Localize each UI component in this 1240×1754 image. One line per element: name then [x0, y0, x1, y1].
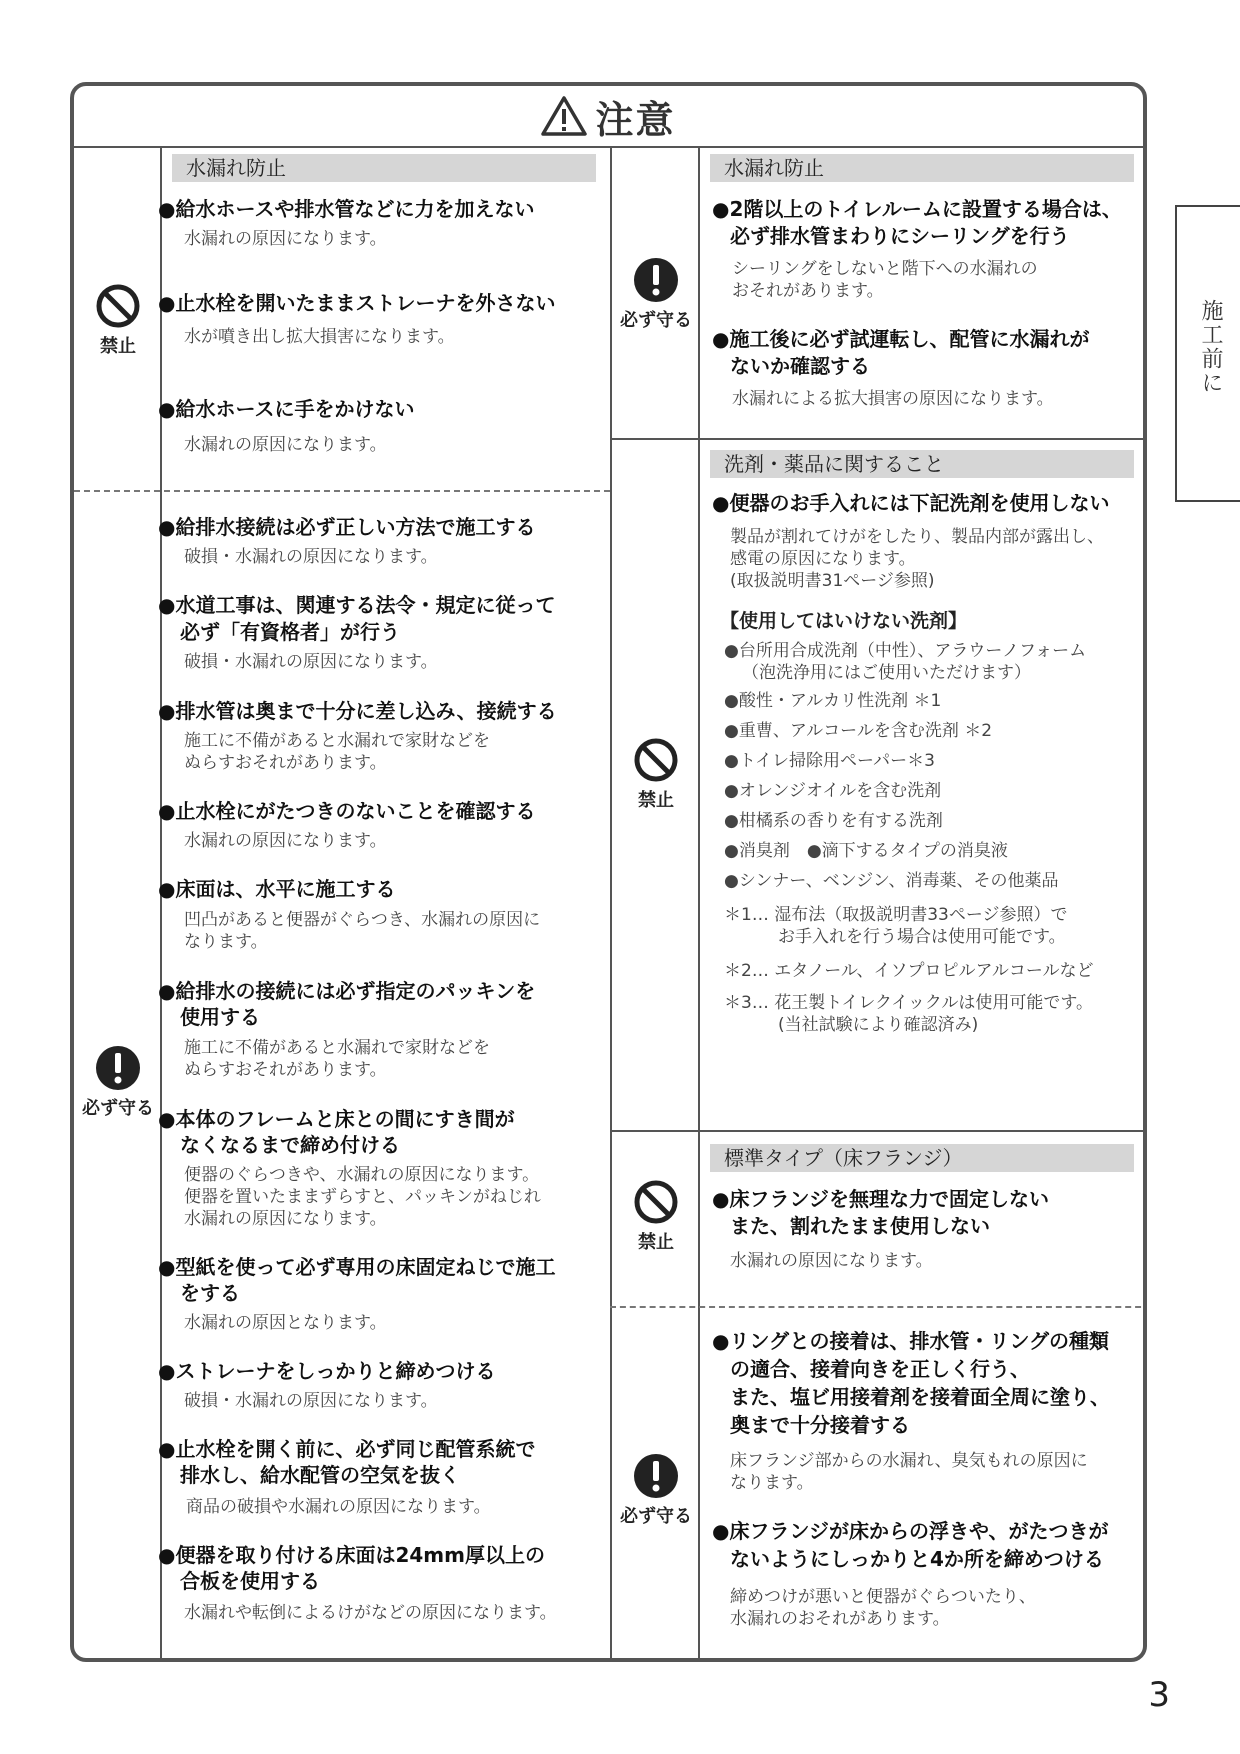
item-title: ●給水ホースに手をかけない — [158, 397, 415, 421]
item-desc: ぬらすおそれがあります。 — [184, 1060, 387, 1080]
item-title: 排水し、給水配管の空気を抜く — [180, 1463, 460, 1487]
divider — [698, 146, 700, 1662]
item-desc: 便器を置いたままずらすと、パッキンがねじれ — [184, 1187, 541, 1207]
detergent-item: ●酸性・アルカリ性洗剤 ＊1 — [724, 691, 942, 711]
prohibited-label: 禁止 — [100, 336, 136, 357]
footnote: (当社試験により確認済み) — [778, 1015, 979, 1035]
item-title: また、割れたまま使用しない — [730, 1214, 990, 1238]
section-side-tab — [1175, 205, 1240, 502]
item-desc: 施工に不備があると水漏れで家財などを — [184, 1038, 490, 1058]
item-title: ないか確認する — [730, 354, 870, 378]
item-title: ●リングとの接着は、排水管・リングの種類 — [712, 1329, 1110, 1353]
item-desc: 破損・水漏れの原因になります。 — [184, 652, 438, 672]
caution-title-bar — [74, 86, 1143, 148]
item-desc: (取扱説明書31ページ参照) — [730, 571, 935, 591]
item-title: ないようにしっかりと4か所を締めつける — [730, 1547, 1104, 1571]
item-title: 必ず「有資格者」が行う — [180, 620, 400, 644]
item-title: ●給排水の接続には必ず指定のパッキンを — [158, 979, 536, 1003]
section-header: 標準タイプ（床フランジ） — [710, 1144, 1134, 1172]
item-desc: 水漏れの原因になります。 — [184, 435, 387, 455]
prohibited-icon — [632, 1178, 680, 1226]
item-title: ●床フランジが床からの浮きや、がたつきが — [712, 1519, 1109, 1543]
item-desc: 破損・水漏れの原因になります。 — [184, 1391, 438, 1411]
item-title: ●止水栓を開く前に、必ず同じ配管系統で — [158, 1437, 536, 1461]
prohibited-marker — [74, 282, 162, 358]
item-desc: 締めつけが悪いと便器がぐらついたり、 — [730, 1587, 1036, 1607]
detergent-item: ●オレンジオイルを含む洗剤 — [724, 781, 942, 801]
mandatory-marker — [74, 1044, 162, 1120]
warning-triangle-icon — [541, 95, 587, 137]
item-desc: 破損・水漏れの原因になります。 — [184, 547, 438, 567]
item-title: なくなるまで締め付ける — [180, 1133, 400, 1157]
mandatory-icon — [632, 256, 680, 304]
mandatory-icon — [94, 1044, 142, 1092]
divider — [160, 146, 162, 1662]
item-title: ●本体のフレームと床との間にすき間が — [158, 1107, 515, 1131]
item-title: ●止水栓にがたつきのないことを確認する — [158, 799, 536, 823]
detergent-item: ●柑橘系の香りを有する洗剤 — [724, 811, 943, 831]
mandatory-marker — [612, 1452, 700, 1528]
item-desc: 製品が割れてけがをしたり、製品内部が露出し、 — [730, 527, 1104, 547]
item-desc: 水漏れの原因になります。 — [184, 1209, 387, 1229]
item-desc: シーリングをしないと階下への水漏れの — [732, 259, 1038, 279]
item-title: 奥まで十分接着する — [730, 1413, 910, 1437]
detergent-item: ●重曹、アルコールを含む洗剤 ＊2 — [724, 721, 993, 741]
item-title: 必ず排水管まわりにシーリングを行う — [730, 224, 1070, 248]
item-title: ●排水管は奥まで十分に差し込み、接続する — [158, 699, 557, 723]
item-title: の適合、接着向きを正しく行う、 — [730, 1357, 1030, 1381]
item-desc: 水漏れの原因となります。 — [184, 1313, 387, 1333]
divider — [74, 490, 610, 492]
section-header: 洗剤・薬品に関すること — [710, 450, 1134, 478]
item-desc: なります。 — [184, 932, 268, 952]
item-desc: 感電の原因になります。 — [730, 549, 916, 569]
item-desc: 水が噴き出し拡大損害になります。 — [184, 327, 455, 347]
item-title: ●給排水接続は必ず正しい方法で施工する — [158, 515, 536, 539]
mandatory-label: 必ず守る — [620, 310, 692, 331]
footnote: ＊3… 花王製トイレクイックルは使用可能です。 — [724, 993, 1093, 1013]
mandatory-label: 必ず守る — [620, 1506, 692, 1527]
prohibited-icon — [632, 736, 680, 784]
item-title: ●型紙を使って必ず専用の床固定ねじで施工 — [158, 1255, 556, 1279]
item-desc: なります。 — [730, 1473, 814, 1493]
item-desc: 水漏れの原因になります。 — [184, 229, 387, 249]
item-desc: ぬらすおそれがあります。 — [184, 753, 387, 773]
item-title: また、塩ビ用接着剤を接着面全周に塗り、 — [730, 1385, 1110, 1409]
section-header: 水漏れ防止 — [710, 154, 1134, 182]
item-title: ●便器を取り付ける床面は24mm厚以上の — [158, 1543, 545, 1567]
prohibited-icon — [94, 282, 142, 330]
item-title: ●便器のお手入れには下記洗剤を使用しない — [712, 491, 1110, 515]
item-title: ●給水ホースや排水管などに力を加えない — [158, 197, 535, 221]
item-desc: 水漏れによる拡大損害の原因になります。 — [732, 389, 1054, 409]
page-title: 注意 — [595, 97, 676, 142]
footnote: ＊1… 湿布法（取扱説明書33ページ参照）で — [724, 905, 1068, 925]
item-desc: 水漏れのおそれがあります。 — [730, 1609, 950, 1629]
item-desc: 商品の破損や水漏れの原因になります。 — [186, 1497, 491, 1517]
divider — [610, 1130, 1147, 1132]
item-desc: 水漏れの原因になります。 — [730, 1251, 933, 1271]
caution-frame — [70, 82, 1147, 1662]
footnote: ＊2… エタノール、イソプロピルアルコールなど — [724, 961, 1094, 981]
item-title: ●止水栓を開いたままストレーナを外さない — [158, 291, 556, 315]
item-desc: 水漏れや転倒によるけがなどの原因になります。 — [184, 1603, 557, 1623]
detergent-item: （泡洗浄用にはご使用いただけます） — [742, 663, 1031, 683]
list-subheader: 【使用してはいけない洗剤】 — [720, 610, 968, 632]
section-header: 水漏れ防止 — [172, 154, 596, 182]
item-title: 合板を使用する — [180, 1569, 320, 1593]
mandatory-marker — [612, 256, 700, 332]
item-desc: 水漏れの原因になります。 — [184, 831, 387, 851]
detergent-item: ●台所用合成洗剤（中性）、アラウーノフォーム — [724, 641, 1087, 661]
detergent-item: ●トイレ掃除用ペーパー＊3 — [724, 751, 935, 771]
item-title: ●床面は、水平に施工する — [158, 877, 396, 901]
mandatory-label: 必ず守る — [82, 1098, 154, 1119]
prohibited-label: 禁止 — [638, 790, 674, 811]
item-title: をする — [180, 1281, 240, 1305]
item-title: 使用する — [180, 1005, 260, 1029]
item-desc: 床フランジ部からの水漏れ、臭気もれの原因に — [730, 1451, 1088, 1471]
item-desc: おそれがあります。 — [732, 281, 884, 301]
item-desc: 施工に不備があると水漏れで家財などを — [184, 731, 490, 751]
page-number: 3 — [1148, 1675, 1170, 1715]
side-tab-label: 施工前に — [1198, 299, 1223, 395]
item-title: ●施工後に必ず試運転し、配管に水漏れが — [712, 327, 1090, 351]
item-title: ●2階以上のトイレルームに設置する場合は、 — [712, 197, 1122, 221]
item-title: ●水道工事は、関連する法令・規定に従って — [158, 593, 556, 617]
prohibited-label: 禁止 — [638, 1232, 674, 1253]
item-desc: 凹凸があると便器がぐらつき、水漏れの原因に — [184, 910, 541, 930]
item-title: ●ストレーナをしっかりと締めつける — [158, 1359, 496, 1383]
item-desc: 便器のぐらつきや、水漏れの原因になります。 — [184, 1165, 540, 1185]
detergent-item: ●消臭剤 ●滴下するタイプの消臭液 — [724, 841, 1008, 861]
divider — [610, 1306, 1147, 1308]
detergent-item: ●シンナー、ベンジン、消毒薬、その他薬品 — [724, 871, 1059, 891]
prohibited-marker — [612, 736, 700, 812]
divider — [610, 438, 1147, 440]
mandatory-icon — [632, 1452, 680, 1500]
prohibited-marker — [612, 1178, 700, 1254]
footnote: お手入れを行う場合は使用可能です。 — [778, 927, 1066, 947]
divider — [610, 146, 612, 1662]
item-title: ●床フランジを無理な力で固定しない — [712, 1187, 1049, 1211]
